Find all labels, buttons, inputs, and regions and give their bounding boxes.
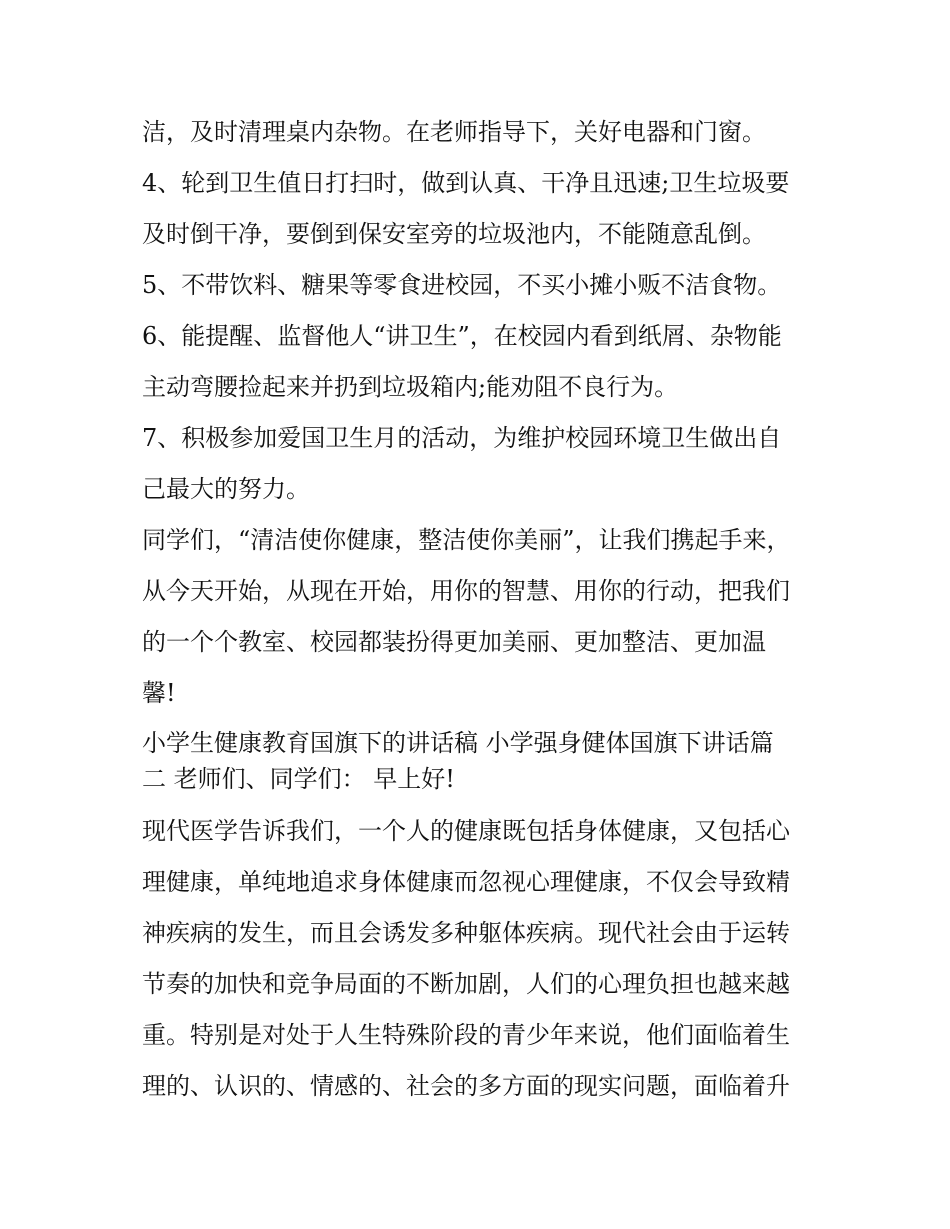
- text-line: 7、积极参加爱国卫生月的活动，为维护校园环境卫生做出自: [142, 424, 782, 452]
- text-line: 节奏的加快和竞争局面的不断加剧，人们的心理负担也越来越: [142, 970, 790, 998]
- text-line: 现代医学告诉我们，一个人的健康既包括身体健康，又包括心: [142, 817, 790, 845]
- text-line: 的一个个教室、校园都装扮得更加美丽、更加整洁、更加温: [142, 628, 766, 656]
- text-line: 洁，及时清理桌内杂物。在老师指导下，关好电器和门窗。: [142, 118, 766, 146]
- text-line: 理健康，单纯地追求身体健康而忽视心理健康，不仅会导致精: [142, 868, 790, 896]
- section-heading-line: 小学生健康教育国旗下的讲话稿 小学强身健体国旗下讲话篇: [142, 729, 774, 757]
- text-line: 重。特别是对处于人生特殊阶段的青少年来说，他们面临着生: [142, 1021, 790, 1049]
- text-line: 己最大的努力。: [142, 475, 310, 503]
- text-line: 神疾病的发生，而且会诱发多种躯体疾病。现代社会由于运转: [142, 919, 790, 947]
- text-line: 及时倒干净，要倒到保安室旁的垃圾池内，不能随意乱倒。: [142, 220, 766, 248]
- text-line: 馨!: [142, 679, 176, 707]
- text-line: 6、能提醒、监督他人“讲卫生”，在校园内看到纸屑、杂物能: [142, 322, 782, 350]
- section-heading-line: 二 老师们、同学们： 早上好!: [142, 765, 455, 793]
- text-line: 主动弯腰捡起来并扔到垃圾箱内;能劝阻不良行为。: [142, 373, 679, 401]
- text-line: 同学们，“清洁使你健康，整洁使你美丽”，让我们携起手来，: [142, 526, 791, 554]
- document-body: [142, 107, 832, 1112]
- text-line: 理的、认识的、情感的、社会的多方面的现实问题，面临着升: [142, 1072, 790, 1100]
- text-line: 5、不带饮料、糖果等零食进校园，不买小摊小贩不洁食物。: [142, 271, 782, 299]
- text-line: 从今天开始，从现在开始，用你的智慧、用你的行动，把我们: [142, 577, 790, 605]
- text-line: 4、轮到卫生值日打扫时，做到认真、干净且迅速;卫生垃圾要: [142, 169, 790, 197]
